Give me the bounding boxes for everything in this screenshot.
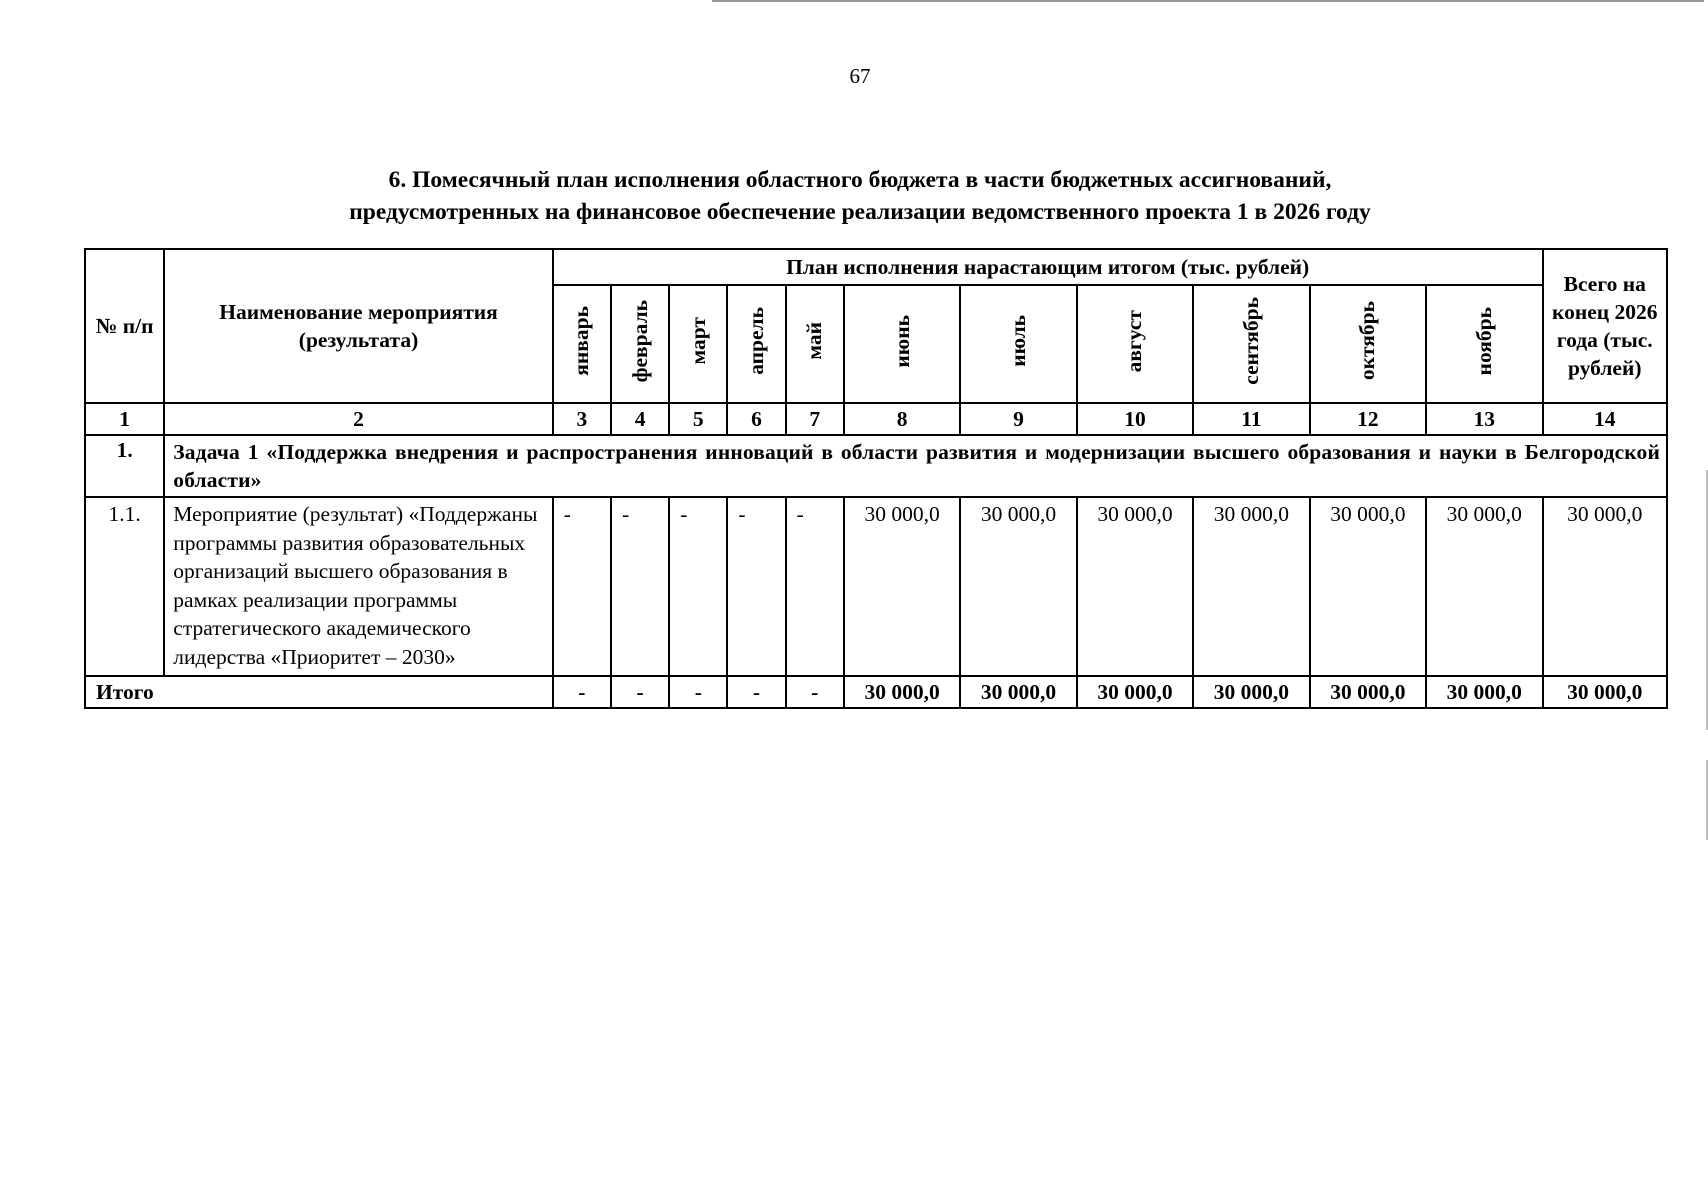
activity-month-value: - bbox=[611, 497, 669, 676]
activity-month-value: 30 000,0 bbox=[1193, 497, 1309, 676]
total-month-value: 30 000,0 bbox=[960, 676, 1076, 708]
column-number: 8 bbox=[844, 403, 960, 435]
column-number: 7 bbox=[786, 403, 844, 435]
month-header bbox=[553, 285, 611, 403]
month-label: май bbox=[802, 322, 827, 360]
header-total: Всего на конец 2026 года (тыс. рублей) bbox=[1543, 249, 1667, 403]
column-number: 3 bbox=[553, 403, 611, 435]
title-line-2: предусмотренных на финансовое обеспечение реализации ведомственного проекта 1 в 2026 году bbox=[349, 199, 1371, 225]
month-header bbox=[1193, 285, 1309, 403]
activity-month-value: 30 000,0 bbox=[1077, 497, 1193, 676]
total-month-value: - bbox=[727, 676, 785, 708]
month-label: февраль bbox=[627, 299, 652, 383]
month-header bbox=[844, 285, 960, 403]
activity-month-value: 30 000,0 bbox=[844, 497, 960, 676]
total-month-value: 30 000,0 bbox=[1077, 676, 1193, 708]
month-label: сентябрь bbox=[1238, 297, 1263, 385]
task-text: Задача 1 «Поддержка внедрения и распространения инноваций в области развития и модернизации высшего образования и науки в Белгородской области» bbox=[164, 435, 1667, 497]
column-number: 14 bbox=[1543, 403, 1667, 435]
month-header bbox=[611, 285, 669, 403]
activity-month-value: - bbox=[727, 497, 785, 676]
total-month-value: 30 000,0 bbox=[844, 676, 960, 708]
scan-edge-line bbox=[712, 0, 1704, 2]
activity-month-value: 30 000,0 bbox=[1310, 497, 1426, 676]
month-label: март bbox=[685, 317, 710, 365]
title-line-1: 6. Помесячный план исполнения областного бюджета в части бюджетных ассигнований, bbox=[388, 167, 1332, 193]
column-number: 1 bbox=[85, 403, 164, 435]
budget-plan-table bbox=[84, 248, 1668, 709]
page-number: 67 bbox=[849, 64, 871, 88]
column-number-row bbox=[85, 403, 1667, 435]
activity-month-value: 30 000,0 bbox=[1426, 497, 1542, 676]
total-month-value: - bbox=[611, 676, 669, 708]
month-label: январь bbox=[569, 306, 594, 376]
month-header bbox=[1077, 285, 1193, 403]
total-month-value: - bbox=[553, 676, 611, 708]
total-row bbox=[85, 676, 1667, 708]
header-name: Наименование мероприятия (результата) bbox=[164, 249, 552, 403]
task-number: 1. bbox=[85, 435, 164, 497]
total-month-value: 30 000,0 bbox=[1310, 676, 1426, 708]
month-label: июль bbox=[1006, 315, 1030, 367]
column-number: 9 bbox=[960, 403, 1076, 435]
total-month-value: - bbox=[669, 676, 727, 708]
total-month-value: 30 000,0 bbox=[1426, 676, 1542, 708]
month-label: ноябрь bbox=[1471, 306, 1496, 376]
month-header bbox=[1426, 285, 1542, 403]
header-plan-group: План исполнения нарастающим итогом (тыс. рублей) bbox=[553, 249, 1543, 285]
column-number: 11 bbox=[1193, 403, 1309, 435]
column-number: 10 bbox=[1077, 403, 1193, 435]
activity-month-value: - bbox=[786, 497, 844, 676]
month-label: август bbox=[1122, 309, 1147, 373]
month-header bbox=[1310, 285, 1426, 403]
activity-row bbox=[85, 497, 1667, 676]
total-label: Итого bbox=[85, 676, 553, 708]
column-number: 13 bbox=[1426, 403, 1542, 435]
activity-total-value: 30 000,0 bbox=[1543, 497, 1667, 676]
activity-month-value: - bbox=[553, 497, 611, 676]
task-row bbox=[85, 435, 1667, 497]
activity-number: 1.1. bbox=[85, 497, 164, 676]
activity-month-value: 30 000,0 bbox=[960, 497, 1076, 676]
column-number: 12 bbox=[1310, 403, 1426, 435]
header-no: № п/п bbox=[85, 249, 164, 403]
activity-name: Мероприятие (результат) «Поддержаны программы развития образовательных организаций высшего образования в рамках реализации программы стратегического академического лидерства «Приоритет – 2030» bbox=[164, 497, 552, 676]
month-header bbox=[786, 285, 844, 403]
total-month-value: - bbox=[786, 676, 844, 708]
column-number: 4 bbox=[611, 403, 669, 435]
month-label: октябрь bbox=[1355, 301, 1380, 381]
month-header bbox=[960, 285, 1076, 403]
activity-month-value: - bbox=[669, 497, 727, 676]
month-header bbox=[727, 285, 785, 403]
column-number: 2 bbox=[164, 403, 552, 435]
column-number: 5 bbox=[669, 403, 727, 435]
total-month-value: 30 000,0 bbox=[1193, 676, 1309, 708]
month-header bbox=[669, 285, 727, 403]
document-title bbox=[0, 164, 1708, 228]
grand-total-value: 30 000,0 bbox=[1543, 676, 1667, 708]
month-label: июнь bbox=[889, 314, 914, 368]
month-label: апрель bbox=[744, 307, 769, 375]
column-number: 6 bbox=[727, 403, 785, 435]
